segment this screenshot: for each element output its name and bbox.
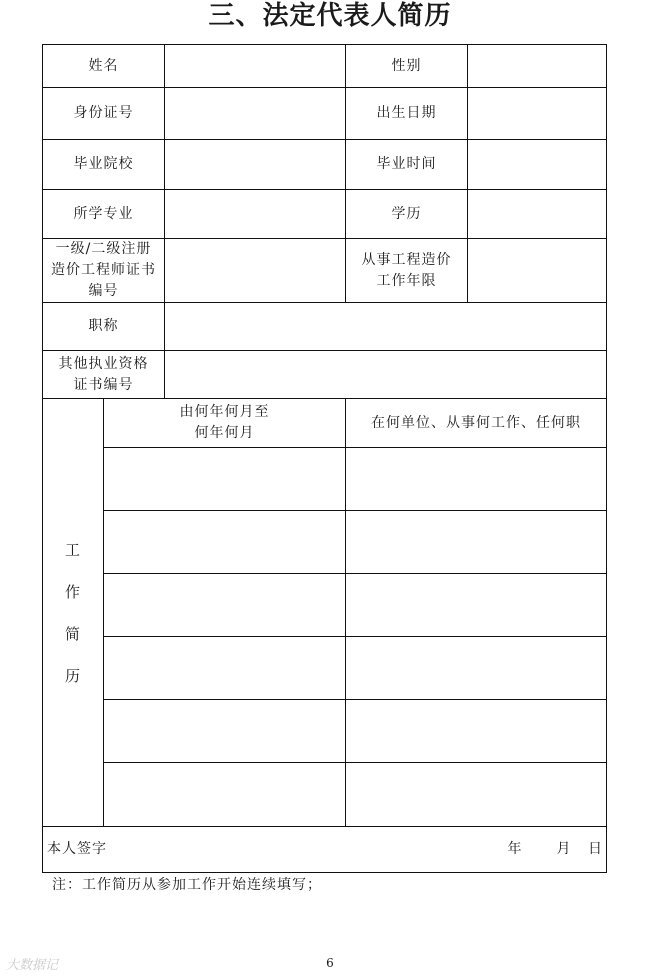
- work-unit-cell[interactable]: [346, 763, 607, 827]
- work-history-section-label: [43, 399, 104, 827]
- col-header-period-text: 由何年何月至何年何月: [179, 404, 270, 441]
- watermark: 大数据记: [6, 958, 59, 973]
- label-cert-number-text: 一级/二级注册造价工程师证书编号: [50, 241, 156, 299]
- value-cert-number[interactable]: [165, 239, 346, 303]
- value-education[interactable]: [468, 190, 607, 239]
- label-birth-date: 出生日期: [346, 88, 468, 140]
- signature-cell[interactable]: [43, 827, 607, 873]
- label-title-rank: 职称: [43, 303, 165, 351]
- value-name[interactable]: [165, 45, 346, 88]
- work-unit-cell[interactable]: [346, 574, 607, 637]
- work-period-cell[interactable]: [104, 637, 346, 700]
- value-other-cert[interactable]: [165, 351, 607, 399]
- form-row-major: [43, 190, 607, 239]
- signature-day: 日: [588, 841, 603, 857]
- signature-label: 本人签字: [47, 841, 107, 857]
- value-id-number[interactable]: [165, 88, 346, 140]
- footnote: 注：工作简历从参加工作开始连续填写；: [52, 877, 322, 893]
- label-cert-number: [43, 239, 165, 303]
- work-history-row: [43, 763, 607, 827]
- label-education: 学历: [346, 190, 468, 239]
- form-row-title: [43, 303, 607, 351]
- work-history-label-text: 工作简历: [64, 540, 81, 685]
- label-major: 所学专业: [43, 190, 165, 239]
- resume-form: [42, 44, 607, 873]
- form-row-cert: [43, 239, 607, 303]
- work-history-header-row: [43, 399, 607, 448]
- label-gender: 性别: [346, 45, 468, 88]
- value-birth-date[interactable]: [468, 88, 607, 140]
- work-history-row: [43, 637, 607, 700]
- work-unit-cell[interactable]: [346, 448, 607, 511]
- label-other-cert-text: 其他执业资格证书编号: [58, 355, 149, 393]
- value-years[interactable]: [468, 239, 607, 303]
- label-years: [346, 239, 468, 303]
- work-period-cell[interactable]: [104, 574, 346, 637]
- col-header-period: [104, 399, 346, 448]
- work-history-row: [43, 448, 607, 511]
- form-row-other-cert: [43, 351, 607, 399]
- signature-date: [490, 839, 602, 860]
- form-row-school: [43, 140, 607, 190]
- work-period-cell[interactable]: [104, 700, 346, 763]
- signature-month: 月: [556, 841, 572, 857]
- page-number: 6: [326, 956, 334, 970]
- form-row-id: [43, 88, 607, 140]
- label-school: 毕业院校: [43, 140, 165, 190]
- page-title: 三、法定代表人简历: [208, 1, 452, 31]
- label-graduation-time: 毕业时间: [346, 140, 468, 190]
- work-history-row: [43, 574, 607, 637]
- work-period-cell[interactable]: [104, 763, 346, 827]
- work-period-cell[interactable]: [104, 511, 346, 574]
- label-name: 姓名: [43, 45, 165, 88]
- value-gender[interactable]: [468, 45, 607, 88]
- value-major[interactable]: [165, 190, 346, 239]
- col-header-unit: 在何单位、从事何工作、任何职: [346, 399, 607, 448]
- signature-row: [43, 827, 607, 873]
- label-years-text: 从事工程造价工作年限: [361, 251, 452, 289]
- value-graduation-time[interactable]: [468, 140, 607, 190]
- work-unit-cell[interactable]: [346, 511, 607, 574]
- work-history-row: [43, 511, 607, 574]
- work-unit-cell[interactable]: [346, 700, 607, 763]
- value-title-rank[interactable]: [165, 303, 607, 351]
- value-school[interactable]: [165, 140, 346, 190]
- label-id-number: 身份证号: [43, 88, 165, 140]
- work-period-cell[interactable]: [104, 448, 346, 511]
- form-row-name: [43, 45, 607, 88]
- work-history-row: [43, 700, 607, 763]
- signature-year: 年: [507, 841, 523, 857]
- label-other-cert: [43, 351, 165, 399]
- work-unit-cell[interactable]: [346, 637, 607, 700]
